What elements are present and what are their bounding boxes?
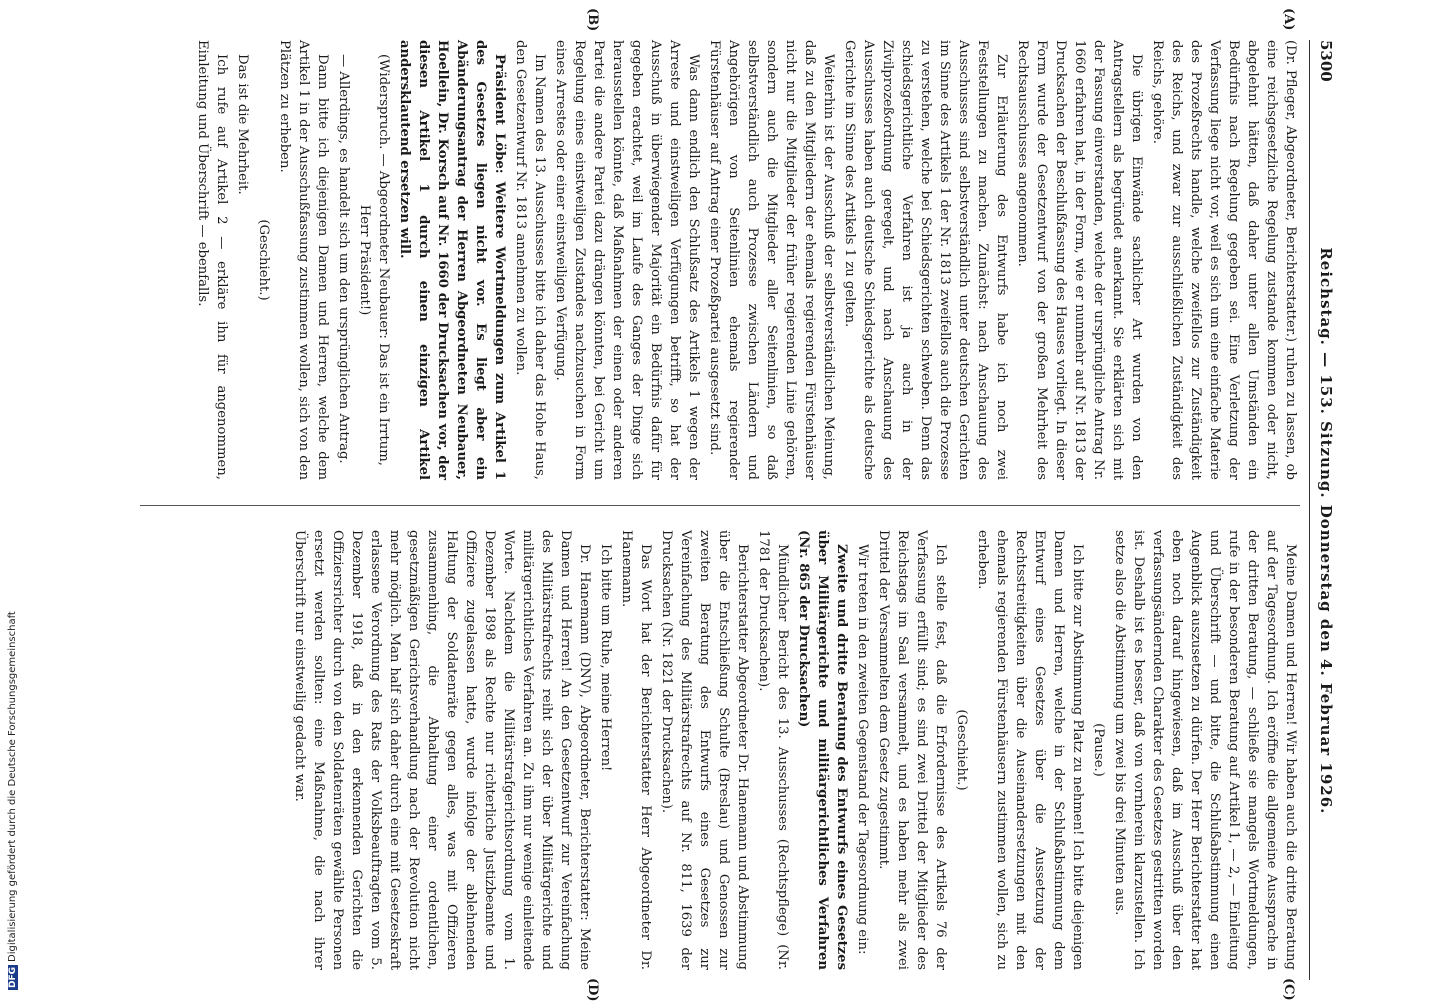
paragraph: Präsident Löbe: Weitere Wortmeldungen zum Artikel 1 des Gesetzes liegen nicht vor. Es liegt aber ein Abänderungsantrag der Herren Abgeordneten Neubauer, Hoellein, Dr. Korsch auf Nr. 1660 der Drucksachen vor, der diesen Artikel 1 durch einen einzigen Artikel andersklautend ersetzen will. (397, 40, 507, 480)
agenda-item: Zweite und dritte Beratung des Entwurfs eines Gesetzes über Militärgerichte und militärgerichtliches Verfahren (Nr. 865 der Drucksachen) (796, 530, 849, 970)
interjection: (Widerspruch. — Abgeordneter Neubauer: Das ist ein Irrtum, Herr Präsident!) (357, 54, 391, 466)
paragraph: Im Namen des 13. Ausschusses bitte ich daher das Hohe Haus, den Gesetzentwurf Nr. 1813 annehmen zu wollen. (513, 40, 547, 480)
margin-mark-c: (C) (1281, 978, 1296, 1001)
paragraph: Dann bitte ich diejenigen Damen und Herren, welche dem Artikel 1 in der Ausschußfassung zustimmen wollen, sich von den Plätzen zu erheben. (277, 40, 330, 480)
paragraph: (Dr. Pfleger, Abgeordneter, Berichterstatter.) ruhen zu lassen, ob eine reichsgesetzliche Regelung zustande kommen oder nicht, abgelehnt hätten, daß daher unter allen Umständen ein Bedürfnis nach Regelung gegeben sei. Eine Verletzung der Verfassung liege nicht vor, weil es sich um eine einfache Materie des Prozeßrechts handle, welche zweifellos zur Zuständigkeit des Reichs, und zwar zur ausschließlichen Zuständigkeit des Reichs, gehöre. (1150, 40, 1298, 480)
paragraph: Weiterhin ist der Ausschuß der selbstverständlichen Meinung, daß zu den Mitgliedern der ehemals regierenden Fürstenhäuser nicht nur die Mitglieder der früher regierenden Linie gehören, sondern auch die Mitglieder aller Seitenlinien, so daß selbstverständlich auch Prozesse zwischen Ländern und Angehörigen von Seitenlinien ehemals regierender Fürstenhäuser auf Antrag einer Prozeßpartei ausgesetzt sind. (707, 40, 836, 480)
paragraph: Dr. Hanemann (DNV), Abgeordneter, Berichterstatter: Meine Damen und Herren! An den Gesetzentwurf zur Vereinfachung des Militärstrafrechts reiht sich der über Militärgerichte und militärgerichtliches Verfahren an. Zu ihm nur wenige einleitende Worte. Nachdem die Militärstrafgerichtsordnung vom 1. Dezember 1898 als Rechte nur richterliche Justizbeamte und Offiziere zugelassen hatte, wurde infolge der ablehnenden Haltung der Soldatenräte gegen alles, was mit Offizieren zusammenhing, die Abhaltung einer ordentlichen, gesetzmäßigen Gerichtsverhandlung nach der Revolution nicht mehr möglich. Man half sich daher durch eine mit Gesetzeskraft erlassene Verordnung des Rats der Volksbeauftragten vom 5. Dezember 1918, daß in den erkennenden Gerichten die Offiziersrichter durch von den Soldatenräten gewählte Personen ersetzt werden sollten: eine Maßnahme, die nach ihrer Überschrift nur einstweilig gedacht war. (292, 530, 592, 970)
interjection: (Geschieht.) (954, 709, 969, 791)
paragraph: Das Wort hat der Berichterstatter Herr Abgeordneter Dr. Hanemann. (619, 530, 653, 970)
page-title: Reichstag. — 153. Sitzung. Donnerstag den 4. Februar 1926. (1317, 247, 1335, 815)
page-header (1312, 40, 1340, 980)
page-number: 5300 (1317, 40, 1335, 82)
paragraph: Ich bitte um Ruhe, meine Herren! (598, 544, 613, 772)
paragraph: Mündlicher Bericht des 13. Ausschusses (Rechtspflege) (Nr. 1781 der Drucksachen). (756, 530, 790, 970)
footer-line (7, 600, 21, 990)
paragraph: Die übrigen Einwände sachlicher Art wurden von den Antragstellern als begründet anerkannt. Sie erklärten sich mit der Fassung einverstanden, welche der ursprüngliche Antrag Nr. 1660 erfahren hat, in der Form, wie er nunmehr auf Nr. 1813 der Drucksachen der Beschlußfassung des Hauses vorliegt. In dieser Form wurde der Gesetzentwurf von der großen Mehrheit des Rechtsausschusses angenommen. (1015, 40, 1144, 480)
paragraph: Ich rufe auf Artikel 2 — erkläre ihn für angenommen, Einleitung und Überschrift — ebenfalls. (195, 40, 229, 480)
digitization-footer (4, 600, 24, 990)
right-column (288, 530, 1300, 970)
paragraph: Ich stelle fest, daß die Erfordernisse des Artikels 76 der Verfassung erfüllt sind; es sind zwei Drittel der Mitglieder des Reichstags im Saal versammelt, und es haben mehr als zwei Drittel der Versammelten dem Gesetz zugestimmt. (876, 530, 948, 970)
footer-credit: Digitalisierung gefördert durch die Deutsche Forschungsgemeinschaft (7, 611, 18, 962)
paragraph: Das ist die Mehrheit. (235, 54, 250, 195)
header-rule (1309, 40, 1310, 980)
paragraph: Meine Damen und Herren! Wir haben auch die dritte Beratung auf der Tagesordnung. Ich eröffne die allgemeine Aussprache in der dritten Beratung, — schließe sie mangels Wortmeldungen, rufe in der besonderen Beratung auf Artikel 1, — 2, — Einleitung und Überschrift — und bitte, die Schlußabstimmung einen Augenblick auszusetzen zu dürfen. Der Herr Berichterstatter hat eben noch darauf hingewiesen, daß im Ausschuß über den verfassungsändernden Charakter des Gesetzes gestritten worden ist. Deshalb ist es besser, daß von vornherein klarzustellen. Ich setze also die Abstimmung um zwei bis drei Minuten aus. (1112, 530, 1298, 970)
margin-mark-b: (B) (585, 8, 600, 32)
paragraph: — Allerdings, es handelt sich um den ursprünglichen Antrag. (336, 54, 351, 464)
left-column (191, 40, 1300, 480)
margin-mark-d: (D) (585, 978, 600, 1002)
dfg-logo: DFG (8, 966, 18, 988)
column-separator (140, 505, 1300, 506)
paragraph: Was dann endlich den Schlußsatz des Artikels 1 wegen der Arreste und einstweiligen Verfügungen betrifft, so hat der Ausschuß in überwiegender Majorität ein Bedürfnis dafür für gegeben erachtet, weil im Laufe des Ganges der Dinge sich herausstellen könnte, daß Maßnahmen der einen oder anderen Partei die andere Partei dazu drängen könnten, bei Gericht um Regelung eines einstweiligen Zustandes nachzusuchen in Form eines Arrestes oder einer einstweiligen Verfügung. (553, 40, 701, 480)
interjection: (Pause.) (1091, 723, 1106, 777)
interjection: (Geschieht.) (256, 219, 271, 301)
rotated-page (90, 8, 1340, 1002)
paragraph: Zur Erläuterung des Entwurfs habe ich noch zwei Feststellungen zu machen. Zunächst: nach Anschauung des Ausschusses sind selbstverständlich unter deutschen Gerichten im Sinne des Artikels 1 der Nr. 1813 zweifellos auch die Prozesse zu verstehen, welche bei Schiedsgerichten schweben. Denn das schiedsgerichtliche Verfahren ist ja auch in der Zivilprozeßordnung geregelt, und nach Anschauung des Ausschusses haben auch deutsche Schiedsgerichte als deutsche Gerichte im Sinne des Artikels 1 zu gelten. (842, 40, 1009, 480)
margin-mark-a: (A) (1281, 8, 1296, 31)
paragraph: Wir treten in den zweiten Gegenstand der Tagesordnung ein: (855, 544, 870, 955)
paragraph: Ich bitte zur Abstimmung Platz zu nehmen! Ich bitte diejenigen Damen und Herren, welche in der Schlußabstimmung dem Entwurf eines Gesetzes über die Aussetzung der Rechtsstreitigkeiten über die Auseinandersetzungen mit den ehemals regierenden Fürstenhäusern zustimmen wollen, sich zu erheben. (975, 530, 1085, 970)
paragraph: Berichterstatter Abgeordneter Dr. Hanemann und Abstimmung über die Entschließung Schulte (Breslau) und Genossen zur zweiten Beratung des Entwurfs eines Gesetzes zur Vereinfachung des Militärstrafrechts auf Nr. 811, 1639 der Drucksachen (Nr. 1821 der Drucksachen). (659, 530, 750, 970)
